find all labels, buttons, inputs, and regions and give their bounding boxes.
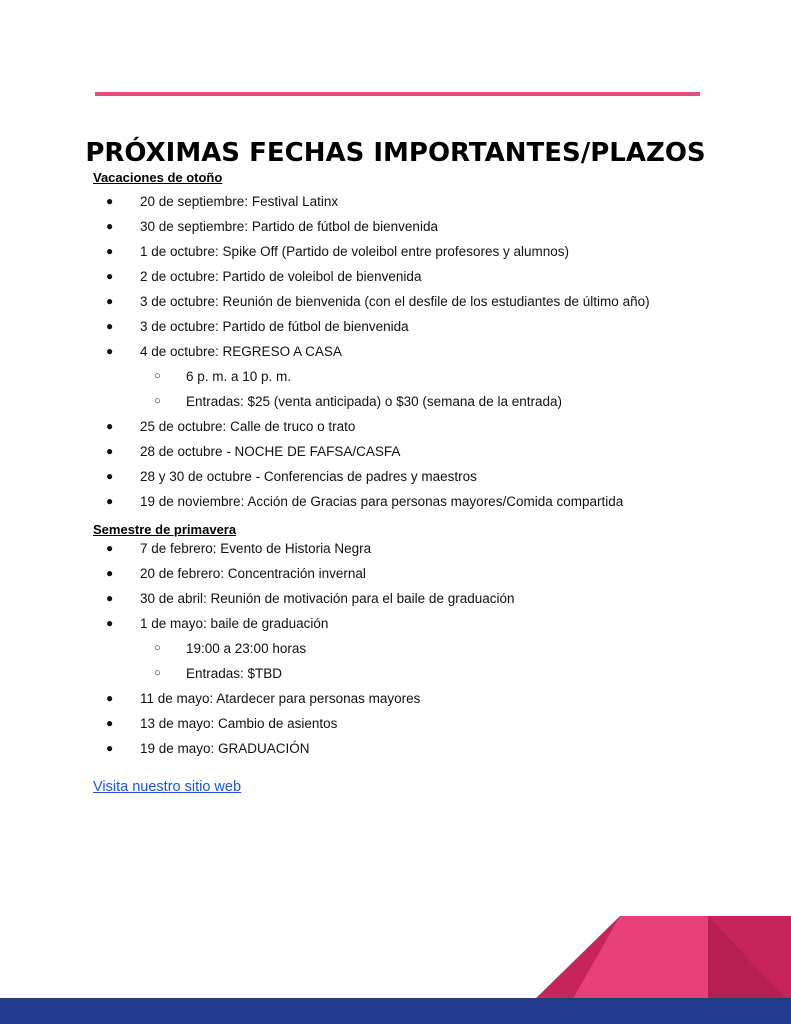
bullet-icon: ● (106, 591, 114, 605)
section-heading-spring: Semestre de primavera (93, 522, 237, 537)
bullet-icon: ● (106, 716, 114, 730)
bullet-icon: ● (106, 194, 114, 208)
bullet-icon: ● (106, 419, 114, 433)
decorative-corner-shapes (530, 914, 791, 1004)
bullet-icon: ● (106, 294, 114, 308)
bullet-icon: ● (106, 691, 114, 705)
bullet-icon: ● (106, 444, 114, 458)
bullet-icon: ● (106, 741, 114, 755)
sub-bullet-icon: ○ (154, 667, 161, 679)
bullet-icon: ● (106, 616, 114, 630)
bullet-icon: ● (106, 541, 114, 555)
bullet-icon: ● (106, 219, 114, 233)
top-accent-rule (95, 92, 700, 96)
page-title: PRÓXIMAS FECHAS IMPORTANTES/PLAZOS (85, 138, 706, 168)
bullet-icon: ● (106, 319, 114, 333)
website-link[interactable]: Visita nuestro sitio web (93, 779, 242, 795)
bullet-icon: ● (106, 469, 114, 483)
bullet-icon: ● (106, 566, 114, 580)
bullet-icon: ● (106, 269, 114, 283)
bullet-icon: ● (106, 494, 114, 508)
bullet-icon: ● (106, 344, 114, 358)
bullet-icon: ● (106, 244, 114, 258)
sub-bullet-icon: ○ (154, 370, 161, 382)
section-heading-fall: Vacaciones de otoño (93, 170, 223, 185)
sub-bullet-icon: ○ (154, 395, 161, 407)
sub-bullet-icon: ○ (154, 642, 161, 654)
footer-bar (0, 998, 791, 1024)
